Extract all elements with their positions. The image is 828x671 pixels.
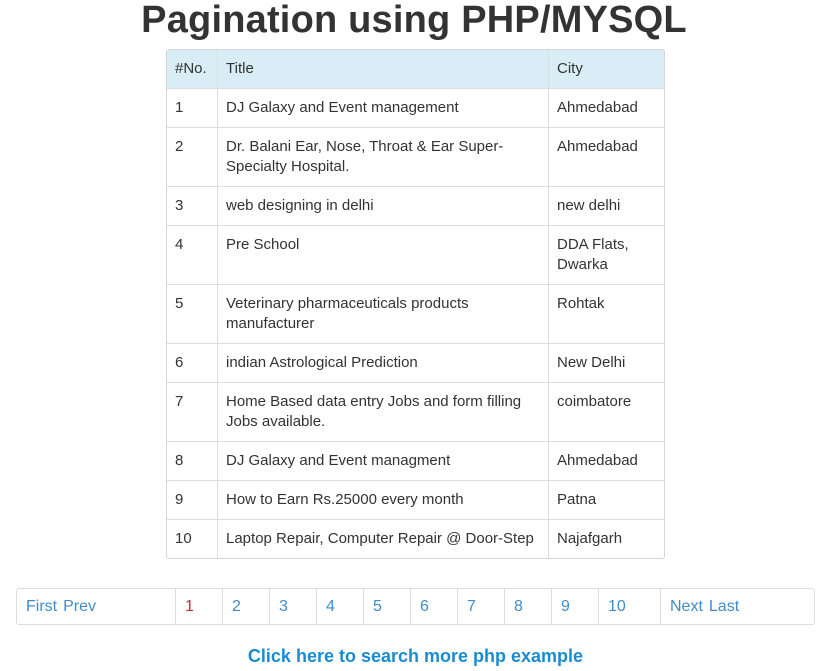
cell-number: 5 xyxy=(167,285,218,344)
page-link-1[interactable]: 1 xyxy=(175,589,222,624)
cell-title: Home Based data entry Jobs and form filling Jobs available. xyxy=(218,383,549,442)
page-title: Pagination using PHP/MYSQL xyxy=(141,0,687,41)
next-last-links xyxy=(660,589,814,624)
page-link-2[interactable]: 2 xyxy=(222,589,269,624)
page-link-10[interactable]: 10 xyxy=(598,589,660,624)
cell-title: DJ Galaxy and Event managment xyxy=(218,442,549,481)
cell-city: Ahmedabad xyxy=(549,89,665,128)
table-row xyxy=(167,344,664,383)
cell-city: New Delhi xyxy=(549,344,665,383)
table-row xyxy=(167,226,664,285)
cell-number: 8 xyxy=(167,442,218,481)
page-link-3[interactable]: 3 xyxy=(269,589,316,624)
cell-number: 4 xyxy=(167,226,218,285)
table-row xyxy=(167,383,664,442)
page-link-7[interactable]: 7 xyxy=(457,589,504,624)
pagination xyxy=(16,588,815,625)
cell-number: 2 xyxy=(167,128,218,187)
cell-city: DDA Flats, Dwarka xyxy=(549,226,665,285)
column-header-number: #No. xyxy=(167,50,218,89)
table-header-row xyxy=(167,50,664,89)
cell-title: Veterinary pharmaceuticals products manufacturer xyxy=(218,285,549,344)
next-page-link[interactable]: Next xyxy=(670,598,703,615)
cell-city: new delhi xyxy=(549,187,665,226)
prev-page-link[interactable]: Prev xyxy=(63,598,97,615)
first-prev-links xyxy=(17,589,175,624)
cell-number: 1 xyxy=(167,89,218,128)
cell-title: Pre School xyxy=(218,226,549,285)
cell-number: 3 xyxy=(167,187,218,226)
page-link-4[interactable]: 4 xyxy=(316,589,363,624)
cell-title: indian Astrological Prediction xyxy=(218,344,549,383)
page-link-6[interactable]: 6 xyxy=(410,589,457,624)
column-header-title: Title xyxy=(218,50,549,89)
page-link-5[interactable]: 5 xyxy=(363,589,410,624)
cell-city: Rohtak xyxy=(549,285,665,344)
first-page-link[interactable]: First xyxy=(26,598,58,615)
last-page-link[interactable]: Last xyxy=(708,598,740,615)
table-row xyxy=(167,89,664,128)
cell-city: Ahmedabad xyxy=(549,442,665,481)
cell-number: 10 xyxy=(167,520,218,559)
table-row xyxy=(167,128,664,187)
records-table xyxy=(167,50,664,558)
cell-title: Dr. Balani Ear, Nose, Throat & Ear Super-Specialty Hospital. xyxy=(218,128,549,187)
cell-title: DJ Galaxy and Event management xyxy=(218,89,549,128)
page-link-8[interactable]: 8 xyxy=(504,589,551,624)
column-header-city: City xyxy=(549,50,665,89)
table-row xyxy=(167,481,664,520)
cell-city: coimbatore xyxy=(549,383,665,442)
cell-title: web designing in delhi xyxy=(218,187,549,226)
cell-city: Najafgarh xyxy=(549,520,665,559)
search-more-examples-link[interactable]: Click here to search more php example xyxy=(247,646,584,666)
table-row xyxy=(167,187,664,226)
cell-number: 9 xyxy=(167,481,218,520)
table-row xyxy=(167,442,664,481)
records-table-container xyxy=(166,49,665,559)
table-row xyxy=(167,520,664,559)
cell-number: 7 xyxy=(167,383,218,442)
table-row xyxy=(167,285,664,344)
cell-title: How to Earn Rs.25000 every month xyxy=(218,481,549,520)
cell-title: Laptop Repair, Computer Repair @ Door-Step xyxy=(218,520,549,559)
cell-number: 6 xyxy=(167,344,218,383)
page-link-9[interactable]: 9 xyxy=(551,589,598,624)
cell-city: Ahmedabad xyxy=(549,128,665,187)
cell-city: Patna xyxy=(549,481,665,520)
